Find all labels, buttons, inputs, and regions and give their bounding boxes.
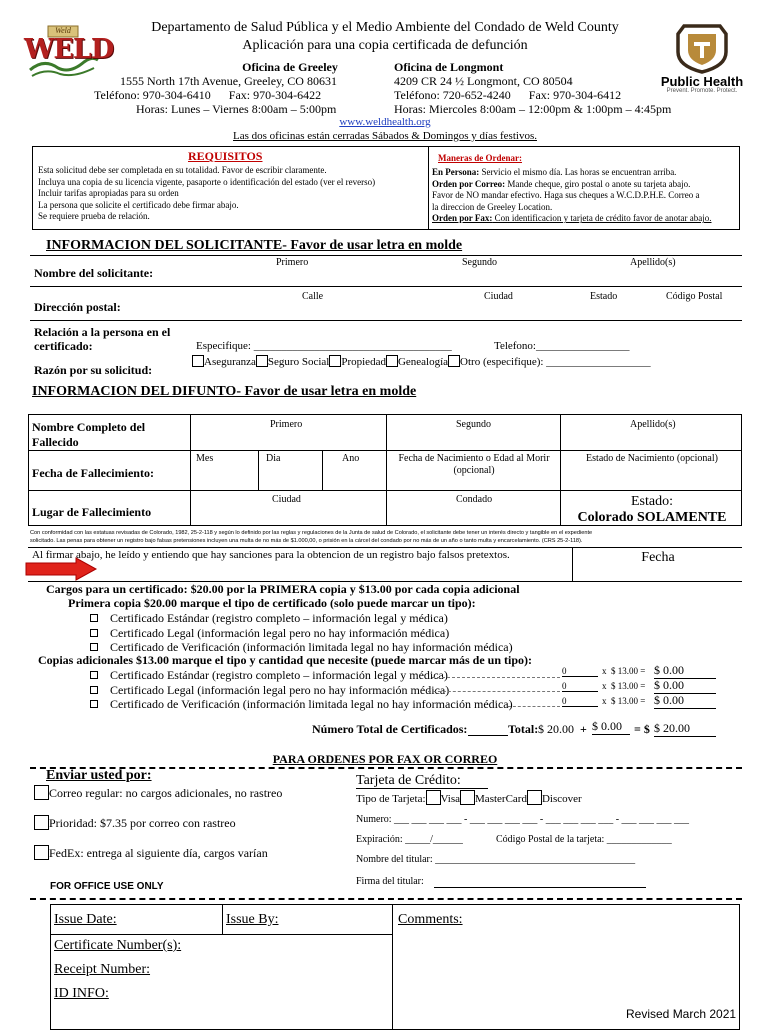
solicitante-apellidos: Apellido(s) — [630, 257, 676, 268]
difunto-ano: Ano — [342, 453, 360, 464]
solicitante-ciudad: Ciudad — [484, 291, 513, 302]
weld-logo — [24, 24, 114, 82]
difunto-mes: Mes — [196, 453, 214, 464]
longmont-office-name: Oficina de Longmont — [394, 60, 504, 74]
requisitos-title: REQUISITOS — [188, 149, 263, 163]
issue-by-label: Issue By: — [226, 912, 279, 927]
difunto-apellidos: Apellido(s) — [630, 419, 676, 430]
solicitante-direccion-label: Dirección postal: — [34, 300, 121, 314]
card-zip-field[interactable]: Código Postal de la tarjeta: _____________ — [496, 834, 672, 845]
razon-options — [192, 355, 651, 368]
additional-qty-input[interactable]: 0 — [562, 681, 598, 692]
checkbox-icon[interactable] — [34, 785, 49, 800]
solicitante-heading: INFORMACION DEL SOLICITANTE- Favor de usar letra en molde — [46, 238, 463, 253]
header-title-1: Departamento de Salud Pública y el Medio Ambiente del Condado de Weld County — [151, 20, 619, 35]
card-holder-signature-label: Firma del titular: — [356, 876, 424, 887]
numero-total-input[interactable] — [468, 722, 508, 736]
total-plus: + — [580, 722, 587, 736]
card-discover[interactable]: Discover — [541, 793, 582, 805]
checkbox-icon[interactable] — [329, 355, 341, 367]
certificate-numbers-label: Certificate Number(s): — [54, 938, 182, 953]
receipt-number-label: Receipt Number: — [54, 962, 151, 977]
checkbox-icon[interactable] — [90, 614, 98, 622]
enviar-label: Enviar usted por: — [46, 768, 152, 783]
solicitante-telefono[interactable]: Telefono:_________________ — [494, 340, 630, 352]
cargos-line-1: Cargos para un certificado: $20.00 por la PRIMERA copia y $13.00 por cada copia adicional — [46, 582, 520, 596]
checkbox-icon[interactable] — [448, 355, 460, 367]
card-visa[interactable]: Visa — [440, 793, 461, 805]
solicitante-segundo: Segundo — [462, 257, 497, 268]
difunto-ciudad: Ciudad — [272, 494, 301, 505]
checkbox-icon[interactable] — [90, 671, 98, 679]
additional-qty-input[interactable]: 0 — [562, 666, 598, 677]
legal-line-1: Con conformidad con las estatuas revisadas de Colorado, 1982, 25-2-118 y según lo definido por las reglas y regulaciones de la Junta de salud de Colorado, el solicitante debe tener un interés directo y tangible en el expediente — [30, 530, 593, 536]
signature-field[interactable] — [100, 560, 620, 580]
checkbox-icon[interactable] — [34, 845, 49, 860]
longmont-address: 4209 CR 24 ½ Longmont, CO 80504 — [394, 74, 573, 88]
greeley-hours: Horas: Lunes – Viernes 8:00am – 5:00pm — [136, 102, 337, 116]
difunto-estado-label: Estado: — [631, 494, 673, 509]
maneras-title: Maneras de Ordenar: — [438, 153, 522, 163]
difunto-estado-value: Colorado SOLAMENTE — [577, 510, 727, 525]
solicitante-nombre-input[interactable] — [192, 268, 742, 286]
greeley-office-name: Oficina de Greeley — [242, 60, 338, 74]
maneras-line-3: Favor de NO mandar efectivo. Haga sus cheques a W.C.D.P.H.E. Correo a — [432, 190, 700, 201]
grand-total: $ 20.00 — [654, 721, 716, 737]
solicitante-relacion-label: Relación a la persona en el certificado: — [34, 325, 171, 353]
issue-date-label: Issue Date: — [54, 912, 117, 927]
cargos-line-2: Primera copia $20.00 marque el tipo de certificado (solo puede marcar un tipo): — [68, 596, 476, 610]
difunto-estado-nacimiento: Estado de Nacimiento (opcional) — [586, 453, 718, 464]
solicitante-direccion-input[interactable] — [192, 304, 742, 320]
legal-text — [30, 529, 742, 545]
card-holder-signature-field[interactable] — [434, 877, 646, 888]
first-copy-option[interactable]: Certificado Legal (información legal pero no hay información médica) — [90, 626, 513, 641]
website-link[interactable]: www.weldhealth.org — [339, 116, 431, 128]
requisitos-line: La persona que solicite el certificado debe firmar abajo. — [38, 199, 239, 210]
header-title-2: Aplicación para una copia certificada de defunción — [242, 38, 528, 53]
additional-copy-option[interactable]: Certificado de Verificación (información limitada legal no hay información médica) — [90, 697, 513, 712]
requisitos-list — [38, 165, 426, 223]
card-mastercard[interactable]: MasterCard — [475, 793, 527, 805]
additional-line-total: $ 0.00 — [654, 678, 716, 694]
cargos-line-3: Copias adicionales $13.00 marque el tipo y cantidad que necesite (puede marcar más de un tipo): — [38, 653, 533, 667]
checkbox-icon[interactable] — [90, 686, 98, 694]
ordenes-heading: PARA ORDENES POR FAX OR CORREO — [272, 752, 498, 766]
additional-line-total: $ 0.00 — [654, 693, 716, 709]
additional-price: x $ 13.00 = — [602, 696, 646, 706]
difunto-nacimiento: Fecha de Nacimiento o Edad al Morir (opcional) — [398, 453, 550, 476]
closed-note: Las dos oficinas están cerradas Sábados & Domingos y días festivos. — [233, 130, 537, 142]
checkbox-icon[interactable] — [460, 790, 475, 805]
first-copy-option[interactable]: Certificado de Verificación (información limitada legal no hay información médica) — [90, 640, 513, 655]
difunto-nombre-label: Nombre Completo del Fallecido — [32, 420, 146, 449]
solicitante-especifique[interactable]: Especifique: ____________________________________ — [196, 340, 452, 352]
razon-aseguranza[interactable]: Aseguranza — [192, 356, 256, 368]
additional-price: x $ 13.00 = — [602, 681, 646, 691]
shipping-option[interactable]: Correo regular: no cargos adicionales, no rastreo — [34, 785, 282, 801]
requisitos-line: Incluir tarifas apropiadas para su orden — [38, 188, 179, 199]
sign-here-arrow-icon — [24, 557, 98, 581]
difunto-segundo: Segundo — [456, 419, 491, 430]
comments-label: Comments: — [398, 912, 463, 927]
id-info-label: ID INFO: — [54, 986, 109, 1001]
tipo-tarjeta-label: Tipo de Tarjeta: — [356, 793, 426, 805]
card-holder-name-field[interactable]: Nombre del titular: ________________________________________ — [356, 854, 636, 865]
checkbox-icon[interactable] — [90, 643, 98, 651]
additional-copy-option[interactable]: Certificado Legal (información legal pero no hay información médica) — [90, 683, 513, 698]
public-health-logo-text: Public Health — [660, 74, 744, 89]
additional-copy-option[interactable]: Certificado Estándar (registro completo – información legal y médica) — [90, 668, 513, 683]
revised-date: Revised March 2021 — [626, 1007, 737, 1021]
weld-logo-small-text: Weld — [55, 26, 71, 35]
tipo-tarjeta-row — [356, 790, 582, 805]
difunto-heading: INFORMACION DEL DIFUNTO- Favor de usar letra en molde — [32, 384, 417, 399]
greeley-address: 1555 North 17th Avenue, Greeley, CO 80631 — [120, 74, 337, 88]
razon-otro[interactable]: Otro (especifique): ___________________ — [448, 356, 651, 368]
requisitos-line: Incluya una copia de su licencia vigente, pasaporte o identificación del estado (ver el reverso) — [38, 176, 376, 187]
checkbox-icon[interactable] — [90, 629, 98, 637]
numero-total-label: Número Total de Certificados: — [312, 722, 468, 736]
first-copy-options — [90, 611, 513, 655]
additional-line-total: $ 0.00 — [654, 663, 716, 679]
checkbox-icon[interactable] — [34, 815, 49, 830]
solicitante-primero: Primero — [276, 257, 309, 268]
shipping-option[interactable]: FedEx: entrega al siguiente día, cargos varían — [34, 845, 268, 861]
weld-logo-text: WELD — [24, 34, 114, 65]
requisitos-line: Se requiere prueba de relación. — [38, 211, 150, 222]
razon-genealogia[interactable]: Genealogía — [386, 356, 448, 368]
total-equals: = $ — [634, 722, 650, 736]
difunto-fecha-label: Fecha de Fallecimiento: — [32, 466, 154, 480]
difunto-dia: Dia — [266, 453, 281, 464]
maneras-line-1: En Persona: Servicio el mismo día. Las horas se encuentran arriba. — [432, 167, 677, 177]
total-first-copy: $ 20.00 — [538, 722, 574, 736]
maneras-text — [432, 167, 738, 225]
total-label: Total: — [508, 722, 539, 736]
solicitante-nombre-label: Nombre del solicitante: — [34, 266, 154, 280]
checkbox-icon[interactable] — [90, 700, 98, 708]
checkbox-icon[interactable] — [386, 355, 398, 367]
checkbox-icon[interactable] — [256, 355, 268, 367]
checkbox-icon[interactable] — [192, 355, 204, 367]
difunto-lugar-label: Lugar de Fallecimiento — [32, 505, 152, 519]
legal-fecha-label: Fecha — [641, 550, 675, 565]
public-health-tagline: Prevent. Promote. Protect. — [666, 88, 738, 94]
solicitante-estado: Estado — [590, 291, 618, 302]
office-use-heading: FOR OFFICE USE ONLY — [50, 881, 164, 892]
requisitos-line: Esta solicitud debe ser completada en su totalidad. Favor de escribir claramente. — [38, 165, 327, 175]
shipping-option[interactable]: Prioridad: $7.35 por correo con rastreo — [34, 815, 236, 831]
solicitante-razon-label: Razón por su solicitud: — [34, 363, 153, 377]
requisitos-divider — [428, 146, 429, 230]
maneras-line-2: Orden por Correo: Mande cheque, giro postal o anote su tarjeta abajo. — [432, 178, 691, 189]
checkbox-icon[interactable] — [527, 790, 542, 805]
solicitante-calle: Calle — [302, 291, 324, 302]
additional-qty-input[interactable]: 0 — [562, 696, 598, 707]
solicitante-codigo-postal: Código Postal — [666, 291, 723, 302]
card-number-field[interactable]: Numero: ___ ___ ___ ___ - ___ ___ ___ ___ - ___ ___ ___ ___ - ___ ___ ___ ___ — [356, 814, 690, 825]
legal-line-2: solicitado. Las penas para obtener un registro bajo falsas pretensiones incluyen una multa de no más de $1.000,00, o prisión en la cárcel del condado por no más de un año o tanto multa y encarcelamiento. (CRS 25-2-118). — [30, 538, 583, 544]
maneras-line-4: la direccion de Greeley Location. — [432, 201, 553, 212]
checkbox-icon[interactable] — [426, 790, 441, 805]
razon-seguro-social[interactable]: Seguro Social — [256, 356, 329, 368]
difunto-condado: Condado — [456, 494, 493, 505]
longmont-hours: Horas: Miercoles 8:00am – 12:00pm & 1:00pm – 4:45pm — [394, 102, 672, 116]
tarjeta-label: Tarjeta de Crédito: — [356, 773, 461, 788]
legal-firma-note: Al firmar abajo, he leído y entiendo que hay sanciones para la obtencion de un registro bajo falsos pretextos. — [32, 549, 510, 561]
razon-propiedad[interactable]: Propiedad — [329, 356, 386, 368]
first-copy-option[interactable]: Certificado Estándar (registro completo – información legal y médica) — [90, 611, 513, 626]
card-expiration-field[interactable]: Expiración: _____/______ — [356, 834, 463, 845]
maneras-line-5: Orden por Fax: Con identificacion y tarjeta de crédito favor de anotar abajo. — [432, 213, 712, 224]
additional-copy-options — [90, 668, 513, 712]
difunto-primero: Primero — [270, 419, 303, 430]
longmont-phone: Teléfono: 720-652-4240 Fax: 970-304-6412 — [394, 88, 622, 102]
total-additional: $ 0.00 — [592, 719, 630, 735]
greeley-phone: Teléfono: 970-304-6410 Fax: 970-304-6422 — [94, 88, 322, 102]
additional-price: x $ 13.00 = — [602, 666, 646, 676]
